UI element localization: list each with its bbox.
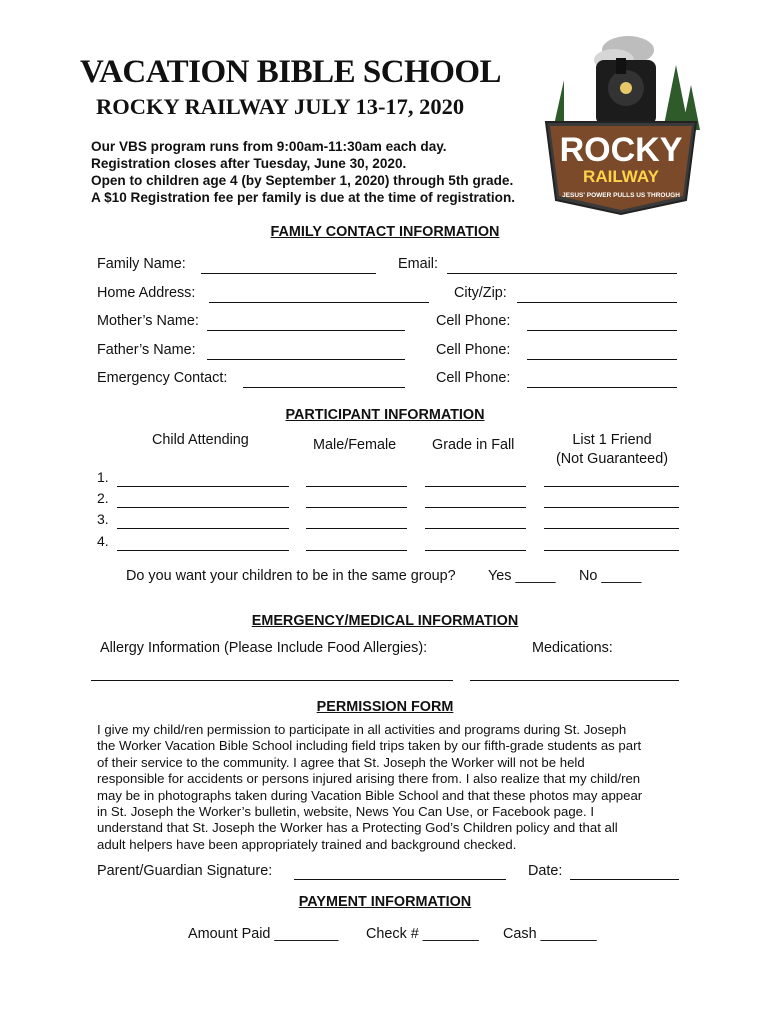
friend-field[interactable] — [544, 507, 679, 508]
permission-text — [97, 722, 687, 853]
emergency-contact-field[interactable] — [243, 387, 405, 388]
permission-line: in St. Joseph the Worker’s bulletin, website, News You Can Use, or Facebook page. I — [97, 804, 595, 820]
participant-section-heading: PARTICIPANT INFORMATION — [285, 407, 485, 423]
permission-line: I give my child/ren permission to participate in all activities and programs during St. Joseph — [97, 722, 627, 737]
medical-section-heading: EMERGENCY/MEDICAL INFORMATION — [251, 613, 519, 629]
allergy-field[interactable] — [91, 680, 453, 681]
row-number: 3. — [97, 511, 109, 527]
rocky-railway-logo — [536, 30, 706, 225]
same-group-no[interactable]: No _____ — [579, 568, 642, 584]
email-label: Email: — [398, 256, 438, 272]
friend-field[interactable] — [544, 528, 679, 529]
gender-field[interactable] — [306, 486, 407, 487]
emergency-contact-label: Emergency Contact: — [97, 370, 228, 386]
logo-top-word: ROCKY — [559, 131, 683, 169]
signature-label: Parent/Guardian Signature: — [97, 863, 273, 879]
mothers-name-field[interactable] — [207, 330, 405, 331]
column-grade: Grade in Fall — [432, 437, 515, 453]
email-field[interactable] — [447, 273, 677, 274]
cash-field[interactable]: Cash _______ — [503, 926, 597, 942]
home-address-label: Home Address: — [97, 285, 196, 301]
family-name-field[interactable] — [201, 273, 376, 274]
cell-phone-label: Cell Phone: — [436, 370, 511, 386]
logo-bottom-word: RAILWAY — [583, 167, 659, 186]
child-name-field[interactable] — [117, 528, 289, 529]
friend-field[interactable] — [544, 486, 679, 487]
medications-label: Medications: — [532, 640, 613, 656]
cell-phone-label: Cell Phone: — [436, 342, 511, 358]
grade-field[interactable] — [425, 528, 526, 529]
check-number-field[interactable]: Check # _______ — [366, 926, 479, 942]
fathers-name-label: Father’s Name: — [97, 342, 196, 358]
page-title: VACATION BIBLE SCHOOL — [80, 54, 502, 90]
emergency-cell-phone-field[interactable] — [527, 387, 677, 388]
row-number: 1. — [97, 469, 109, 485]
permission-line: understand that St. Joseph the Worker has a Protecting God’s Children policy and that all — [97, 820, 618, 836]
payment-section-heading: PAYMENT INFORMATION — [298, 894, 472, 910]
intro-line: Our VBS program runs from 9:00am-11:30am each day. — [91, 139, 447, 154]
grade-field[interactable] — [425, 486, 526, 487]
child-name-field[interactable] — [117, 486, 289, 487]
medications-field[interactable] — [470, 680, 679, 681]
gender-field[interactable] — [306, 507, 407, 508]
logo-tagline: JESUS' POWER PULLS US THROUGH — [562, 192, 680, 199]
city-zip-label: City/Zip: — [454, 285, 507, 301]
page-subtitle: ROCKY RAILWAY JULY 13-17, 2020 — [96, 94, 465, 119]
date-label: Date: — [528, 863, 563, 879]
friend-field[interactable] — [544, 550, 679, 551]
row-number: 4. — [97, 533, 109, 549]
intro-line: Registration closes after Tuesday, June 30, 2020. — [91, 156, 407, 171]
fathers-name-field[interactable] — [207, 359, 405, 360]
permission-line: the Worker Vacation Bible School including field trips taken by our fifth-grade students as part — [97, 738, 642, 754]
permission-line: responsible for accidents or persons injured arising there from. I also realize that my child/ren — [97, 771, 641, 787]
column-friend: List 1 Friend — [572, 432, 652, 448]
father-cell-phone-field[interactable] — [527, 359, 677, 360]
mothers-name-label: Mother’s Name: — [97, 313, 199, 329]
permission-line: adult helpers have been appropriately trained and background checked. — [97, 836, 517, 852]
family-section-heading: FAMILY CONTACT INFORMATION — [270, 224, 500, 240]
child-name-field[interactable] — [117, 550, 289, 551]
row-number: 2. — [97, 490, 109, 506]
column-male-female: Male/Female — [313, 437, 397, 453]
mother-cell-phone-field[interactable] — [527, 330, 677, 331]
family-name-label: Family Name: — [97, 256, 186, 272]
allergy-label: Allergy Information (Please Include Food Allergies): — [100, 640, 428, 656]
date-field[interactable] — [570, 879, 679, 880]
intro-line: A $10 Registration fee per family is due at the time of registration. — [91, 190, 516, 205]
grade-field[interactable] — [425, 507, 526, 508]
city-zip-field[interactable] — [517, 302, 677, 303]
permission-line: of their service to the community. I agree that St. Joseph the Worker will not be held — [97, 754, 585, 770]
same-group-question: Do you want your children to be in the same group? — [126, 568, 456, 584]
column-child-attending: Child Attending — [152, 432, 249, 448]
signature-field[interactable] — [294, 879, 506, 880]
grade-field[interactable] — [425, 550, 526, 551]
same-group-yes[interactable]: Yes _____ — [488, 568, 556, 584]
child-name-field[interactable] — [117, 507, 289, 508]
permission-line: may be in photographs taken during Vacation Bible School and that these photos may appear — [97, 787, 643, 803]
cell-phone-label: Cell Phone: — [436, 313, 511, 329]
home-address-field[interactable] — [209, 302, 429, 303]
gender-field[interactable] — [306, 528, 407, 529]
column-friend-note: (Not Guaranteed) — [556, 451, 668, 467]
gender-field[interactable] — [306, 550, 407, 551]
amount-paid-field[interactable]: Amount Paid ________ — [188, 926, 339, 942]
intro-line: Open to children age 4 (by September 1, 2020) through 5th grade. — [91, 173, 514, 188]
permission-section-heading: PERMISSION FORM — [316, 699, 454, 715]
train-logo-icon — [536, 30, 706, 225]
